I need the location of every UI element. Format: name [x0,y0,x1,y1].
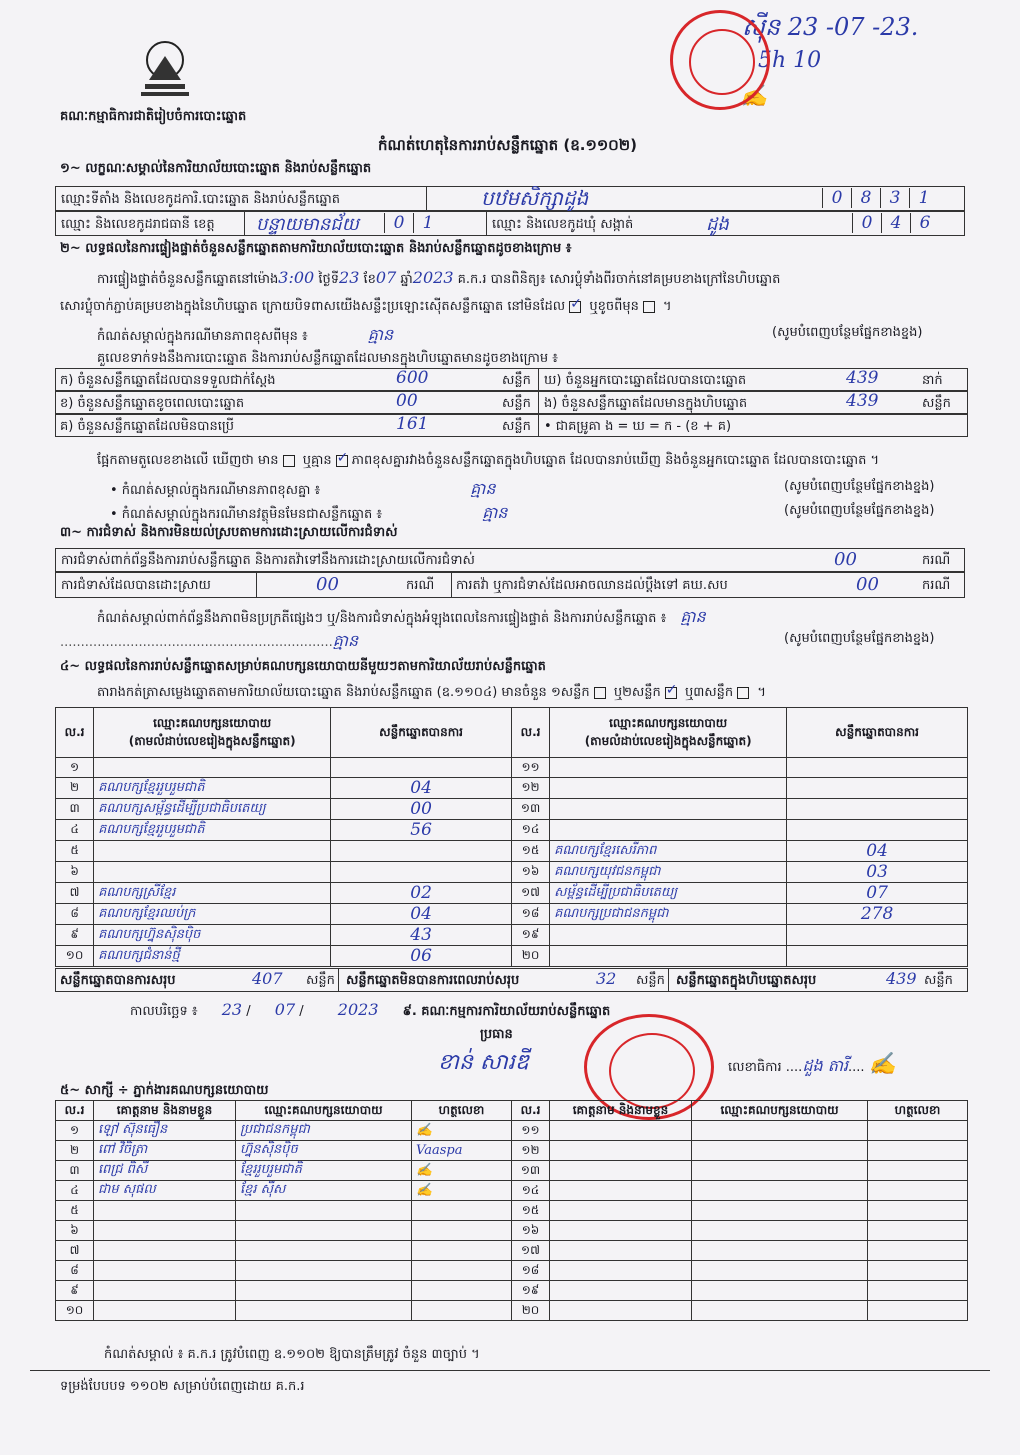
emblem-logo [135,36,195,102]
figure-value: 161 [396,414,429,434]
party-votes: 03 [787,862,968,883]
party-votes: 278 [787,904,968,925]
party-votes [787,778,968,799]
witness-party [236,1221,412,1241]
code-digit: 1 [909,188,938,208]
party-name: គណបក្សយុវជនកម្ពុជា [550,862,787,883]
s4-sub: តារាងកត់ត្រាសម្លេងឆ្នោតតាមការិយាល័យបោះឆ្នោត និងរាប់សន្លឹកឆ្នោត (ឧ.១១០៤) មានចំនួន ១សន្លឹក ឬ២សន្លឹក✓ ឬ៣សន្លឹក ។ [97,684,766,703]
party-votes: 43 [331,925,512,946]
witness-party [236,1241,412,1261]
s3-row1: ការជំទាស់ពាក់ព័ន្ធនឹងការរាប់សន្លឹកឆ្នោត និងការតវ៉ាទៅនឹងការដោះស្រាយលើការជំទាស់ 00 ករណី [55,548,965,572]
figure-label: ឃ) ចំនួនអ្នកបោះឆ្នោតដែលបានបោះឆ្នោត [544,373,747,388]
s1-row1: ឈ្មោះទីតាំង និងលេខកូដការិ.បោះឆ្នោត និងរាប់សន្លឹកឆ្នោត បឋមសិក្សាដូង [55,186,965,211]
code-digit: 0 [384,213,413,233]
witness-party: ខ្មែររួបរួមជាតិ [236,1161,412,1181]
witness-signature: ✍ [412,1181,512,1201]
witness-signature [412,1281,512,1301]
figure-label: ខ) ចំនួនសន្លឹកឆ្នោតខូចពេលបោះឆ្នោត [60,396,245,411]
code-digit: 6 [910,213,939,233]
official-stamp-top [670,10,770,110]
party-votes [787,820,968,841]
witness-name [94,1221,236,1241]
s3-note: កំណត់សម្គាល់ពាក់ព័ន្ធនឹងភាពមិនប្រក្រតីផ្សេងៗ ឬ/និងការជំទាស់ក្នុងអំឡុងពេលនៃការផ្ទៀងផ្ទាត់ និងការរាប់សន្លឹកឆ្នោត ៖ គ្មាន [97,607,706,626]
s2-para3: គួលេខទាក់ទងនឹងការបោះឆ្នោត និងការរាប់សន្លឹកឆ្នោតដែលមានក្នុងហិបឆ្នោតមានដូចខាងក្រោម ៖ [97,351,558,366]
witness-signature [412,1301,512,1321]
col-votes: សន្លឹកឆ្នោតបានការ [331,708,512,758]
figure-label: ង) ចំនួនសន្លឹកឆ្នោតដែលមានក្នុងហិបឆ្នោត [544,396,748,411]
table-row: ៥ ១៥ [56,1201,968,1221]
code-digit: 3 [880,188,909,208]
s4-date-line: កាលបរិច្ឆេទ ៖ 23 / 07 / 2023 ៩. គណៈកម្មការការិយាល័យរាប់សន្លឹកឆ្នោត [130,1000,611,1019]
witness-name [94,1201,236,1221]
checkbox-intact[interactable] [569,301,581,313]
section2-heading: ២~ លទ្ធផលនៃការផ្ទៀងផ្ទាត់ចំនួនសន្លឹកឆ្នោតតាមការិយាល័យបោះឆ្នោត និងរាប់សន្លឹកឆ្នោតដូចខាងក្រោម ៖ [60,241,572,256]
section3-heading: ៣~ ការជំទាស់ និងការមិនយល់ស្របតាមការដោះស្រាយលើការជំទាស់ [60,525,398,540]
party-votes: 04 [331,904,512,925]
page-title: កំណត់ហេតុនៃការរាប់សន្លឹកឆ្នោត (ឧ.១១០២) [378,136,638,154]
commune-name: ដូង [706,214,729,235]
code-digit: 0 [822,188,851,208]
table-row: ៦ ១៦ [56,1221,968,1241]
party-votes [331,758,512,778]
col-party: ឈ្មោះគណបក្សនយោបាយ (តាមលំដាប់លេខរៀងក្នុងសន្លឹកឆ្នោត) [94,708,331,758]
table-row: ៦ ១៦ គណបក្សយុវជនកម្ពុជា 03 [56,862,968,883]
party-name [94,841,331,862]
code-row2-province [384,213,442,233]
party-votes: 56 [331,820,512,841]
table-row: ៩ គណបក្សហ្វ៊ុនស៊ិនប៉ិច 43 ១៩ [56,925,968,946]
witness-name: ឡៅ ស៊ុនធឿន [94,1121,236,1141]
party-votes [787,946,968,967]
province-name: បន្ទាយមានជ័យ [256,214,359,235]
s2-bullet1: • កំណត់សម្គាល់ក្នុងករណីមានភាពខុសគ្នា ៖ គ្មាន [110,479,496,498]
witness-name [94,1261,236,1281]
figure-label: គ) ចំនួនសន្លឹកឆ្នោតដែលមិនបានប្រើ [60,419,234,434]
table-row: ៤ គណបក្សខ្មែររួបរួមជាតិ 56 ១៤ [56,820,968,841]
s3-note-line2: ..................................................................គ្មាន [60,631,359,650]
figure-row: ខ) ចំនួនសន្លឹកឆ្នោតខូចពេលបោះឆ្នោត 00 សន្លឹក ង) ចំនួនសន្លឹកឆ្នោតដែលមានក្នុងហិបឆ្នោត 439 សន្លឹក [55,391,968,414]
table-row: ៣ ពេជ្រ ពិសី ខ្មែររួបរួមជាតិ ✍ ១៣ [56,1161,968,1181]
col-party: ឈ្មោះគណបក្សនយោបាយ (តាមលំដាប់លេខរៀងក្នុងសន្លឹកឆ្នោត) [550,708,787,758]
witness-name [94,1241,236,1261]
table-row: ៧ គណបក្សស្រីខ្មែរ 02 ១៧ សម្ព័ន្ធដើម្បីប្រជាធិបតេយ្យ 07 [56,883,968,904]
footnote: កំណត់សម្គាល់ ៖ គ.ក.រ ត្រូវបំពេញ ឧ.១១០២ ឱ្យបានត្រឹមត្រូវ ចំនួន ៣ច្បាប់ ។ [104,1347,480,1362]
witness-signature [412,1221,512,1241]
witness-name [94,1301,236,1321]
table-row: ២ គណបក្សខ្មែររួបរួមជាតិ 04 ១២ [56,778,968,799]
figure-row: ក) ចំនួនសន្លឹកឆ្នោតដែលបានទទួលជាក់ស្តែង 600 សន្លឹក ឃ) ចំនួនអ្នកបោះឆ្នោតដែលបានបោះឆ្នោត 439 នាក់ [55,368,968,391]
code-digit: 1 [413,213,442,233]
table-row: ១០ គណបក្សជំនាន់ថ្មី 06 ២០ [56,946,968,967]
section5-heading: ៥~ សាក្សី ÷ ភ្នាក់ងារគណបក្សនយោបាយ [60,1083,269,1098]
form-note: ទម្រង់បែបបទ ១១០២ សម្រាប់បំពេញដោយ គ.ក.រ [60,1379,305,1394]
s2-para1: ការផ្ទៀងផ្ទាត់ចំនួនសន្លឹកឆ្នោតនៅម៉ោង3:00 ថ្ងៃទី23 ខែ07 ឆ្នាំ2023 គ.ក.រ បានពិនិត្យ៖ សោរប្លុំទាំងពីរចាក់នៅគម្របខាងក្រៅនៃហិបឆ្នោត [97,268,781,287]
code-row1 [822,188,938,208]
chair-label: ប្រធាន [480,1027,513,1042]
figure-label: ក) ចំនួនសន្លឹកឆ្នោតដែលបានទទួលជាក់ស្តែង [60,373,276,388]
s2-para2: សោរប្លុំចាក់ភ្ជាប់គម្របខាងក្នុងនៃហិបឆ្នោត ក្រោយបិទពាសយើងសន្លឹះប្រឡោះស៊ើតសន្លឹកឆ្នោត នៅមិនដែល✓ ឬខូចពីមុន ។ [60,298,672,317]
party-votes [331,862,512,883]
witness-name: ជាម សុផល [94,1181,236,1201]
figure-value: 00 [396,391,418,411]
party-votes [787,799,968,820]
party-name [550,820,787,841]
party-name [550,778,787,799]
polling-station-name: បឋមសិក្សាដូង [481,186,589,210]
party-votes [331,841,512,862]
col-votes: សន្លឹកឆ្នោតបានការ [787,708,968,758]
party-name [550,925,787,946]
witness-party: ប្រជាជនកម្ពុជា [236,1121,412,1141]
party-votes: 00 [331,799,512,820]
table-row: ៨ គណបក្សខ្មែរឈប់ក្រ 04 ១៨ គណបក្សប្រជាជនកម្ពុជា 278 [56,904,968,925]
witness-name: ពៅ វិចិត្រា [94,1141,236,1161]
table-row: ១ ឡៅ ស៊ុនធឿន ប្រជាជនកម្ពុជា ✍ ១១ [56,1121,968,1141]
witness-signature [412,1261,512,1281]
party-votes [787,758,968,778]
party-name: គណបក្សខ្មែររួបរួមជាតិ [94,778,331,799]
party-votes: 02 [331,883,512,904]
figure-value: 439 [846,391,879,411]
party-votes [787,925,968,946]
figure-label: • ជាគម្រូគា ង = ឃ = ក - (ខ + គ) [544,419,732,434]
witness-party [236,1201,412,1221]
witness-name [94,1281,236,1301]
party-name: គណបក្សខ្មែររួបរួមជាតិ [94,820,331,841]
witness-name: ពេជ្រ ពិសី [94,1161,236,1181]
party-name [550,758,787,778]
table-row: ២ ពៅ វិចិត្រា ហ្វ៊ុនស៊ិនប៉ិច Vaaspa ១២ [56,1141,968,1161]
code-digit: 8 [851,188,880,208]
handwritten-signature-top: ✍ [740,84,768,109]
checkbox-2-sheets[interactable] [665,687,677,699]
witness-signature: ✍ [412,1161,512,1181]
table-row: ៨ ១៨ [56,1261,968,1281]
party-name [94,758,331,778]
witness-table: ល.រ គោត្តនាម និងនាមខ្លួន ឈ្មោះគណបក្សនយោបាយ ហត្ថលេខា ល.រ គោត្តនាម និងនាមខ្លួន ឈ្មោះគណបក្សនយោបាយ ហត្ថលេខា ១ ឡៅ ស៊ុនធឿន ប្រជាជនកម្ពុជា ✍ ១១ ២ ពៅ វិចិត្រា ហ្វ៊ុនស៊ិនប៉ិច Vaaspa ១២ ៣ ពេជ្រ ពិសី ខ្មែររួបរួមជាតិ ✍ ១៣ ៤ ជាម សុផល ខ្មែរ ស៊ីស ✍ ១៤ ៥ ១៥ ៦ ១៦ ៧ ១៧ ៨ ១៨ ៩ ១៩ ១០ ២០ [55,1100,968,1321]
chair-signature: ខាន់ សារឌី [438,1050,529,1075]
party-votes: 04 [787,841,968,862]
code-digit: 4 [881,213,910,233]
witness-party [236,1301,412,1321]
s2-note: កំណត់សម្គាល់ក្នុងករណីមានភាពខុសពីមុន ៖ គ្មាន [97,325,394,344]
witness-signature: Vaaspa [412,1141,512,1161]
figure-value: 600 [396,368,429,388]
s1-row2: ឈ្មោះ និងលេខកូដរាជធានី ខេត្ត បន្ទាយមានជ័យ ឈ្មោះ និងលេខកូដឃុំ សង្កាត់ ដូង [55,211,965,236]
witness-party: ហ្វ៊ុនស៊ិនប៉ិច [236,1141,412,1161]
s2-bullet2: • កំណត់សម្គាល់ក្នុងករណីមានវត្ថុមិនមែនជាសន្លឹកឆ្នោត ៖ គ្មាន [110,503,508,522]
handwritten-doc-number: ស៊ីន​ 23 -07 -23. [742,13,919,41]
witness-party: ខ្មែរ ស៊ីស [236,1181,412,1201]
party-name: គណបក្សប្រជាជនកម្ពុជា [550,904,787,925]
witness-signature: ✍ [412,1121,512,1141]
figure-value: 439 [846,368,879,388]
code-digit: 0 [852,213,881,233]
divider [30,1370,990,1371]
witness-party [236,1281,412,1301]
section1-heading: ១~ លក្ខណៈសម្គាល់នៃការិយាល័យបោះឆ្នោត និងរាប់សន្លឹកឆ្នោត [60,161,372,176]
party-name: គណបក្សជំនាន់ថ្មី [94,946,331,967]
table-row: ៥ ១៥ គណបក្សខ្មែរសេរីភាព 04 [56,841,968,862]
witness-signature [412,1201,512,1221]
table-row: ៣ គណបក្សសម្ព័ន្ធដើម្បីប្រជាធិបតេយ្យ 00 ១៣ [56,799,968,820]
section4-heading: ៤~ លទ្ធផលនៃការរាប់សន្លឹកឆ្នោតសម្រាប់គណបក្សនយោបាយនីមួយៗតាមការិយាល័យរាប់សន្លឹកឆ្នោត [60,659,546,674]
checkbox-has-diff[interactable] [283,455,295,467]
party-name [94,862,331,883]
code-row2-commune [852,213,939,233]
table-row: ៧ ១៧ [56,1241,968,1261]
table-row: ៤ ជាម សុផល ខ្មែរ ស៊ីស ✍ ១៤ [56,1181,968,1201]
handwritten-time: 5h 10 [758,48,822,73]
secretary-label: លេខាធិការ ....ដួង តារី.... ✍ [728,1052,897,1077]
party-votes: 07 [787,883,968,904]
party-name: គណបក្សខ្មែរសេរីភាព [550,841,787,862]
s3-row2: ការជំទាស់ដែលបានដោះស្រាយ 00 ករណី ការតវ៉ា ឬការជំទាស់ដែលអាចឈានដល់ប្តឹងទៅ គឃ.សប 00 ករណី [55,572,965,598]
witness-signature [412,1241,512,1261]
party-name: សម្ព័ន្ធដើម្បីប្រជាធិបតេយ្យ [550,883,787,904]
s2-para4: ផ្អែកតាមតួលេខខាងលើ ឃើញថា មាន ឬគ្មាន✓ ភាពខុសគ្នារវាងចំនួនសន្លឹកឆ្នោតក្នុងហិបឆ្នោត ដែលបានរាប់ឃើញ និងចំនួនអ្នកបោះឆ្នោត ដែលបានបោះឆ្នោត ។ [97,452,879,471]
col-no: ល.រ [511,708,549,758]
s4-totals: សន្លឹកឆ្នោតបានការសរុប 407 សន្លឹក សន្លឹកឆ្នោតមិនបានការពេលរាប់សរុប 32 សន្លឹក សន្លឹកឆ្នោតក្នុងហិបឆ្នោតសរុប 439 សន្លឹក [55,968,968,992]
table-row: ១០ ២០ [56,1301,968,1321]
party-name: គណបក្សស្រីខ្មែរ [94,883,331,904]
party-name [550,799,787,820]
party-name: គណបក្សហ្វ៊ុនស៊ិនប៉ិច [94,925,331,946]
table-row: ៩ ១៩ [56,1281,968,1301]
col-no: ល.រ [56,708,94,758]
witness-party [236,1261,412,1281]
figure-row: គ) ចំនួនសន្លឹកឆ្នោតដែលមិនបានប្រើ 161 សន្លឹក • ជាគម្រូគា ង = ឃ = ក - (ខ + គ) [55,414,968,437]
checkbox-1-sheet[interactable] [594,687,606,699]
party-name: គណបក្សខ្មែរឈប់ក្រ [94,904,331,925]
table-row: ១ ១១ [56,758,968,778]
checkbox-damaged[interactable] [643,301,655,313]
org-name: គណៈកម្មាធិការជាតិរៀបចំការបោះឆ្នោត [60,109,247,124]
party-name [550,946,787,967]
party-votes: 06 [331,946,512,967]
checkbox-no-diff[interactable] [336,455,348,467]
party-results-table [55,707,968,967]
checkbox-3-sheets[interactable] [737,687,749,699]
party-votes: 04 [331,778,512,799]
party-name: គណបក្សសម្ព័ន្ធដើម្បីប្រជាធិបតេយ្យ [94,799,331,820]
